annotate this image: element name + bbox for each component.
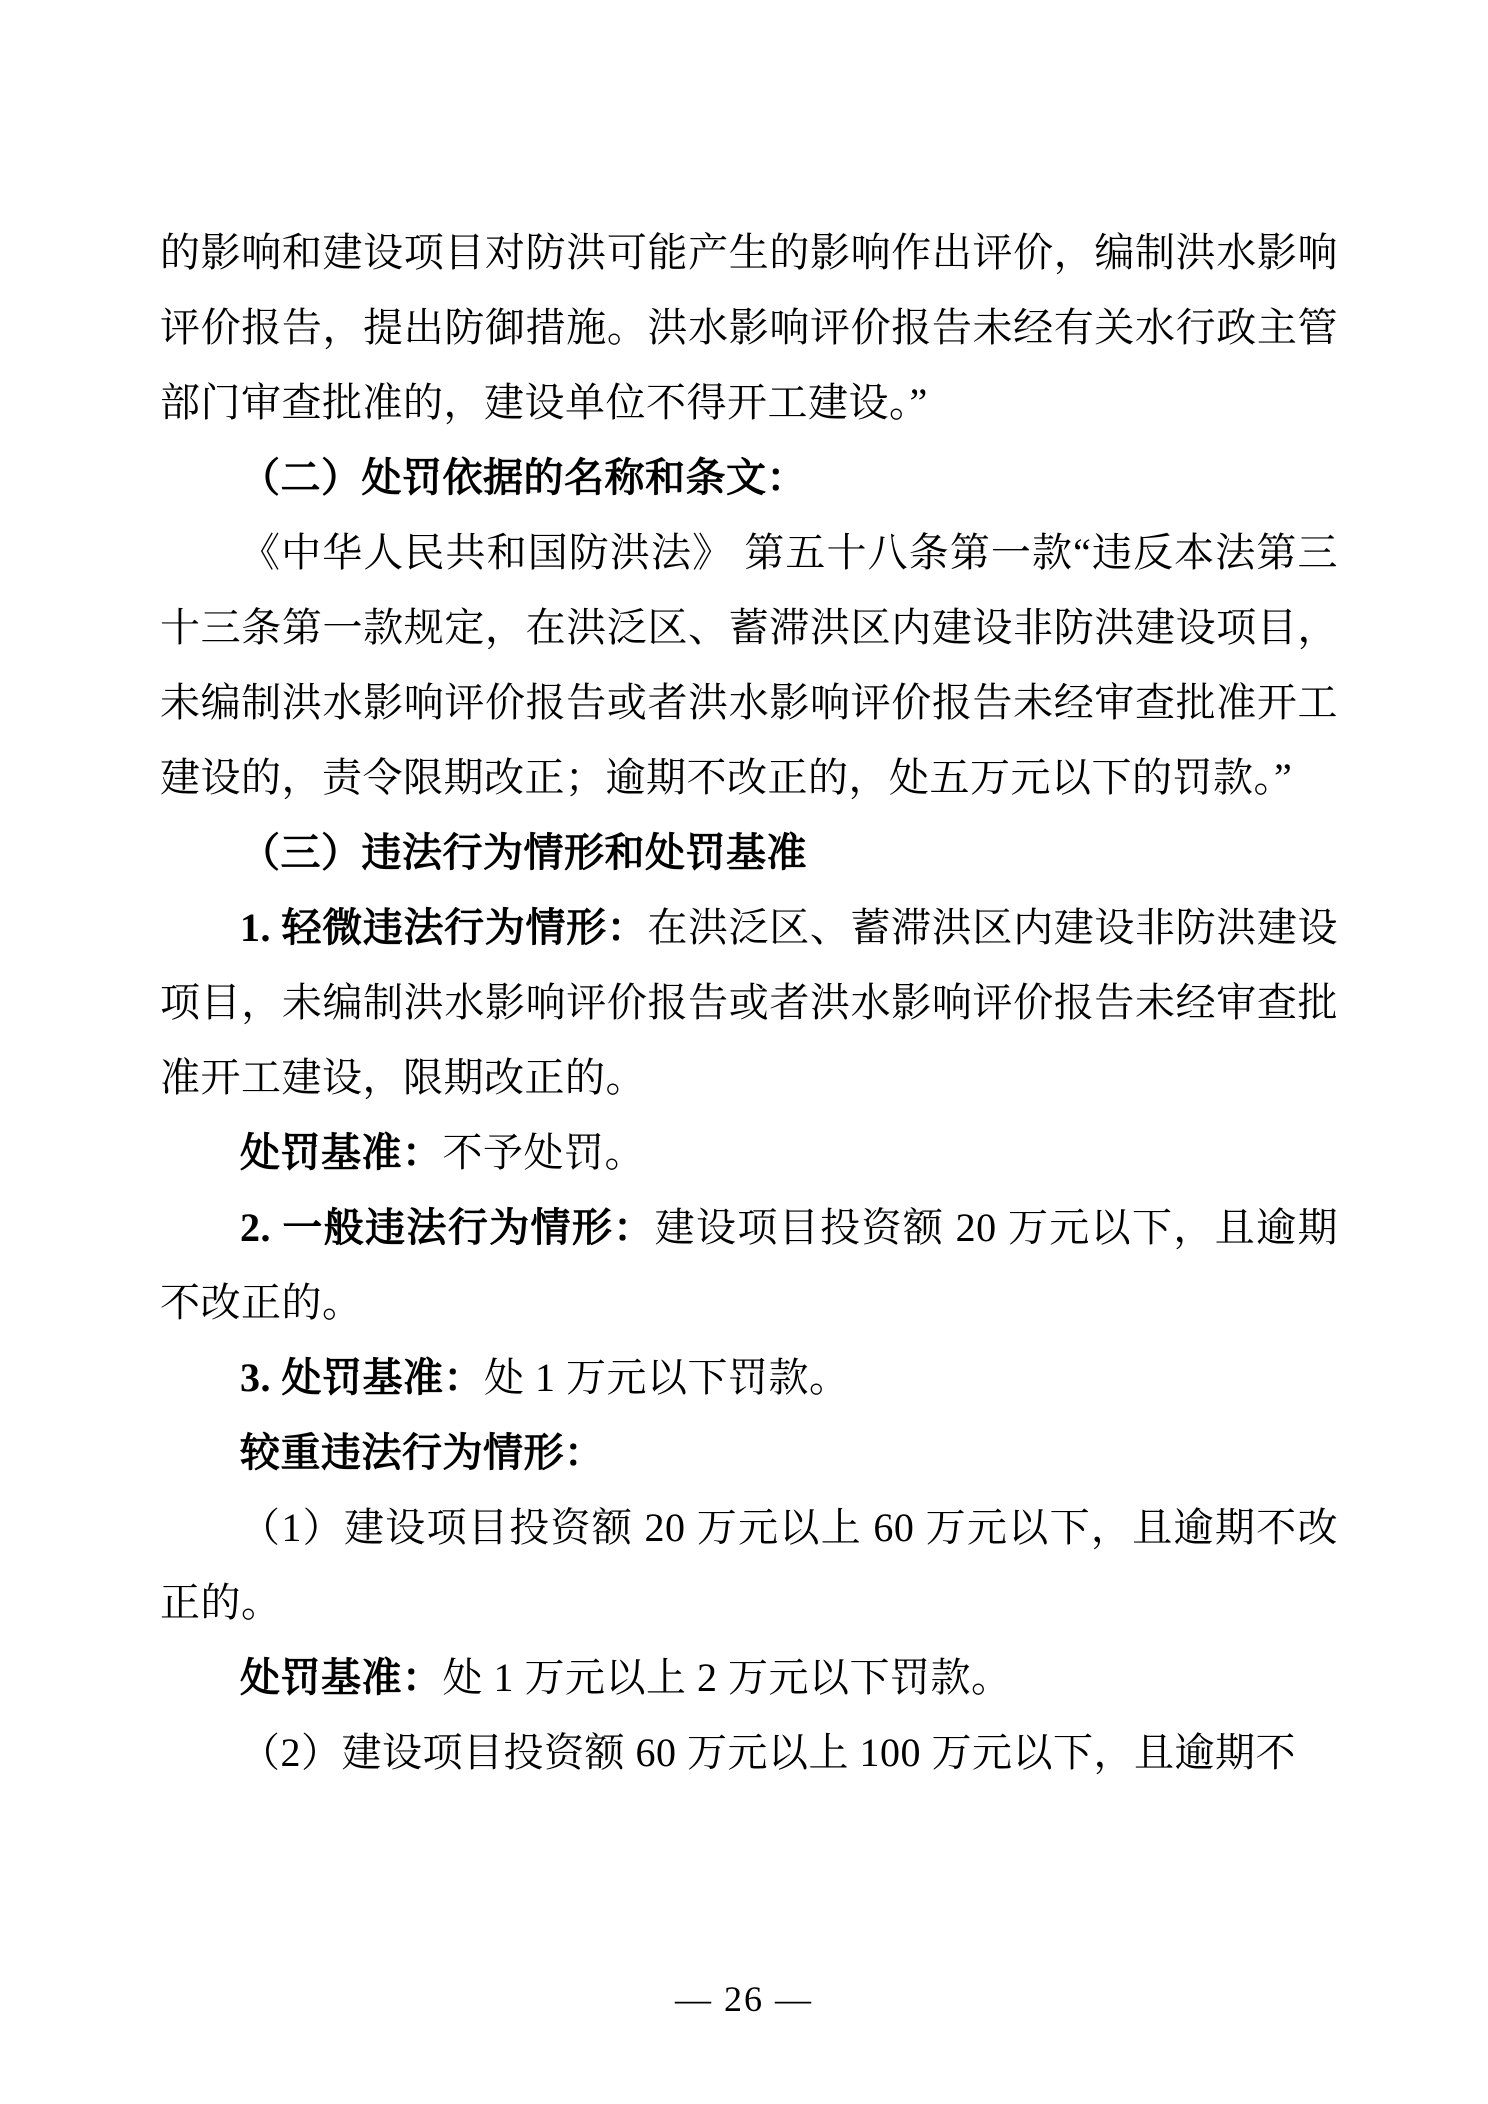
heading-serious-violation: 较重违法行为情形： — [240, 1430, 605, 1475]
paragraph-penalty-standard-3 — [160, 1640, 1338, 1715]
paragraph-minor-violation — [160, 890, 1338, 1115]
paragraph-penalty-standard-3-text: 处 1 万元以上 2 万元以下罚款。 — [442, 1655, 1012, 1700]
paragraph-law-citation: 《中华人民共和国防洪法》 第五十八条第一款“违反本法第三十三条第一款规定，在洪泛区、蓄滞洪区内建设非防洪建设项目，未编制洪水影响评价报告或者洪水影响评价报告未经审查批准开工建设的，责令限期改正；逾期不改正的，处五万元以下的罚款。” — [160, 530, 1338, 800]
paragraph-general-violation-lead: 2. 一般违法行为情形： — [240, 1205, 655, 1250]
paragraph-penalty-standard-1 — [160, 1115, 1338, 1190]
paragraph-penalty-standard-2-lead: 3. 处罚基准： — [240, 1355, 484, 1400]
paragraph-penalty-standard-3-lead: 处罚基准： — [240, 1655, 443, 1700]
paragraph-minor-violation-lead: 1. 轻微违法行为情形： — [240, 905, 648, 950]
paragraph-penalty-standard-1-lead: 处罚基准： — [240, 1130, 443, 1175]
heading-penalty-basis: （二）处罚依据的名称和条文： — [240, 455, 807, 500]
page-number: — 26 — — [675, 1979, 813, 2019]
paragraph-serious-case-2: （2）建设项目投资额 60 万元以上 100 万元以下，且逾期不 — [240, 1730, 1296, 1775]
heading-violation-and-standards: （三）违法行为情形和处罚基准 — [240, 830, 807, 875]
paragraph-penalty-standard-2 — [160, 1340, 1338, 1415]
paragraph-general-violation — [160, 1190, 1338, 1340]
paragraph-minor-violation-text: 在洪泛区、蓄滞洪区内建设非防洪建设项目，未编制洪水影响评价报告或者洪水影响评价报告未经审查批准开工建设，限期改正的。 — [160, 905, 1339, 1100]
paragraph-serious-case-1: （1）建设项目投资额 20 万元以上 60 万元以下，且逾期不改正的。 — [160, 1505, 1338, 1625]
paragraph-flood-impact-evaluation: 的影响和建设项目对防洪可能产生的影响作出评价，编制洪水影响评价报告，提出防御措施。洪水影响评价报告未经有关水行政主管部门审查批准的，建设单位不得开工建设。” — [160, 230, 1338, 425]
document-body — [160, 215, 1338, 1790]
paragraph-penalty-standard-1-text: 不予处罚。 — [442, 1130, 645, 1175]
paragraph-general-violation-text: 建设项目投资额 20 万元以下，且逾期不改正的。 — [160, 1205, 1339, 1325]
paragraph-penalty-standard-2-text: 处 1 万元以下罚款。 — [484, 1355, 850, 1400]
